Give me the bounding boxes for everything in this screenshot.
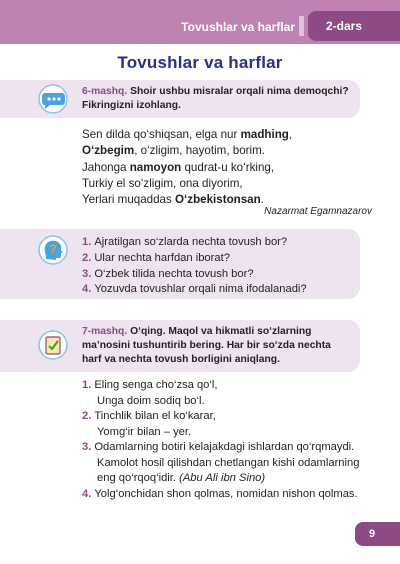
list-item: 4. Yolg‘onchidan shon qolmas, nomidan nishon qolmas.: [82, 487, 358, 500]
page-number: 9: [355, 522, 400, 546]
list-item: 3. Odamlarning botiri kelajakdagi ishlardan qo‘rqmaydi. Kamolot hosil qilishdan chetlangan kishi odamlarning eng qo‘rqoq‘idir. (Abu Ali ibn Sino): [82, 441, 360, 484]
task-6-text: Shoir ushbu misralar orqali nima demoqchi? Fikringizni izohlang.: [82, 86, 349, 111]
list-item: 1. Ajratilgan so‘zlarda nechta tovush bor?: [82, 236, 288, 248]
list-item: 3. O‘zbek tilida nechta tovush bor?: [82, 267, 254, 280]
task-7-label: 7-mashq.: [82, 326, 128, 337]
task-6-label: 6-mashq.: [82, 86, 128, 97]
task-6-box: [0, 80, 360, 118]
header-divider: [299, 16, 304, 36]
list-item: 4. Yozuvda tovushlar orqali nima ifodalanadi?: [82, 283, 307, 296]
task-7-box: [0, 320, 360, 372]
list-item: 1. Eling senga cho‘zsa qo‘l, Unga doim sodiq bo‘l.: [82, 379, 218, 407]
speech-bubble-icon: [38, 84, 68, 114]
proverbs-list: [82, 378, 392, 502]
notepad-icon: [38, 330, 68, 360]
task-7-instruction: [82, 325, 352, 367]
list-item: 2. Ular nechta harfdan iborat?: [82, 251, 230, 264]
poem-line: Yerlari muqaddas O‘zbekistonsan.: [82, 193, 264, 207]
task-7-text: O‘qing. Maqol va hikmatli so‘zlarning ma’nosini tushuntirib bering. Har bir so‘zda nechta harf va nechta tovush borligini aniqlang.: [82, 326, 331, 365]
header-lesson-title: Tovushlar va harflar: [181, 20, 295, 34]
svg-text:?: ?: [49, 242, 57, 256]
poem-author: Nazarmat Egamnazarov: [264, 206, 372, 217]
lesson-number-tab: 2-dars: [308, 11, 400, 41]
page-title: Tovushlar va harflar: [117, 53, 283, 72]
page-header: [0, 0, 400, 44]
poem-line: O‘zbegim, o‘zligim, hayotim, borim.: [82, 144, 265, 158]
questions-list: [82, 235, 307, 298]
task-6-instruction: [82, 85, 352, 113]
list-item: 2. Tinchlik bilan el ko‘karar, Yomg‘ir bilan – yer.: [82, 410, 216, 438]
poem-line: Jahonga namoyon qudrat-u ko‘rking,: [82, 160, 275, 174]
poem: [82, 127, 292, 208]
poem-line: Sen dilda qo‘shiqsan, elga nur madhing,: [82, 128, 293, 141]
poem-line: Turkiy el so‘zligim, ona diyorim,: [82, 176, 243, 190]
question-head-icon: [38, 235, 68, 265]
quote-source: (Abu Ali ibn Sino): [179, 472, 266, 484]
